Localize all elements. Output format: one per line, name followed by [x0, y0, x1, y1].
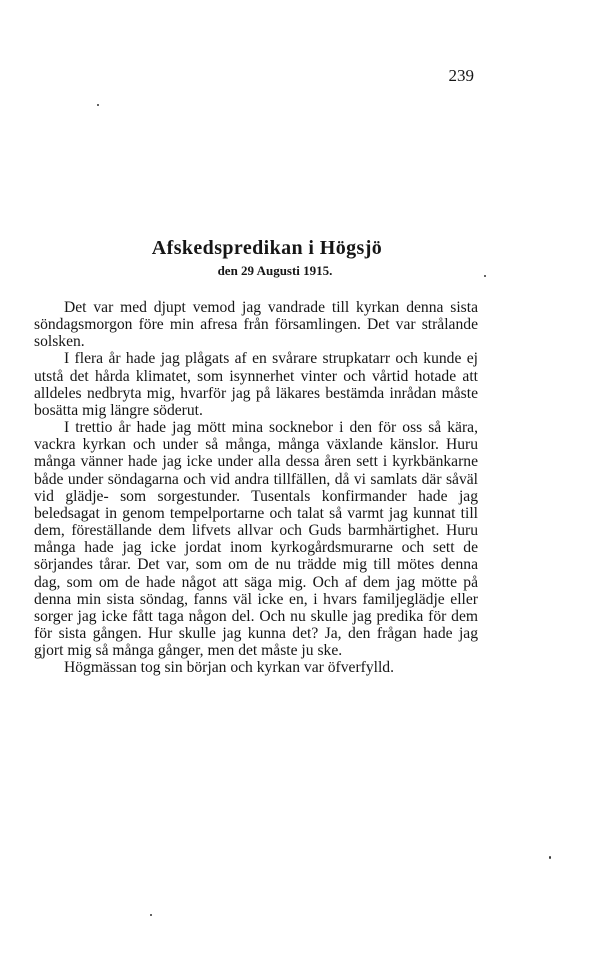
scan-speck: [549, 856, 551, 859]
paragraph-3: I trettio år hade jag mött mina socknebor i den för oss så kära, vackra kyrkan och under så många, många växlande känslor. Huru många vänner hade jag icke under alla dessa åren sett i kyrkbänkarne både under söndagarna och vid andra tillfällen, då vi samlats där såväl vid glädje- som sorgestunder. Tusentals konfirmander hade jag beledsagat in genom tempelportarne och talat så varmt jag kunnat till dem, föreställande dem lifvets allvar och Guds barmhärtighet. Huru många hade jag icke jordat inom kyrkogårdsmurarne och sett de sörjandes tårar. Det var, som om de nu trädde mig till mötes denna dag, som om de hade något att säga mig. Och af dem jag mötte på denna min sista söndag, fanns väl icke en, i hvars familjeglädje eller sorger jag icke fått taga någon del. Och nu skulle jag predika för dem för sista gången. Hur skulle jag kunna det? Ja, den frågan hade jag gjort mig så många gånger, men det måste ju ske.: [34, 419, 478, 660]
paragraph-1: Det var med djupt vemod jag vandrade till kyrkan denna sista söndagsmorgon före min afresa från församlingen. Det var strålande solsken.: [34, 299, 478, 351]
scan-speck: [484, 275, 486, 277]
scan-speck: [150, 914, 152, 916]
page-subtitle: den 29 Augusti 1915.: [217, 263, 333, 278]
scan-speck: [97, 104, 99, 106]
paragraph-4: Högmässan tog sin början och kyrkan var öfverfylld.: [64, 659, 394, 677]
body-text: [34, 299, 478, 676]
paragraph-2: I flera år hade jag plågats af en svårare strupkatarr och kunde ej utstå det hårda klimatet, som isynnerhet vinter och vårtid hotade att alldeles nedbryta mig, hvarför jag på läkares bestämda inrådan måste bosätta mig längre söderut.: [34, 350, 478, 419]
page-title: Afskedspredikan i Högsjö: [151, 237, 383, 259]
page-number: 239: [448, 66, 474, 85]
